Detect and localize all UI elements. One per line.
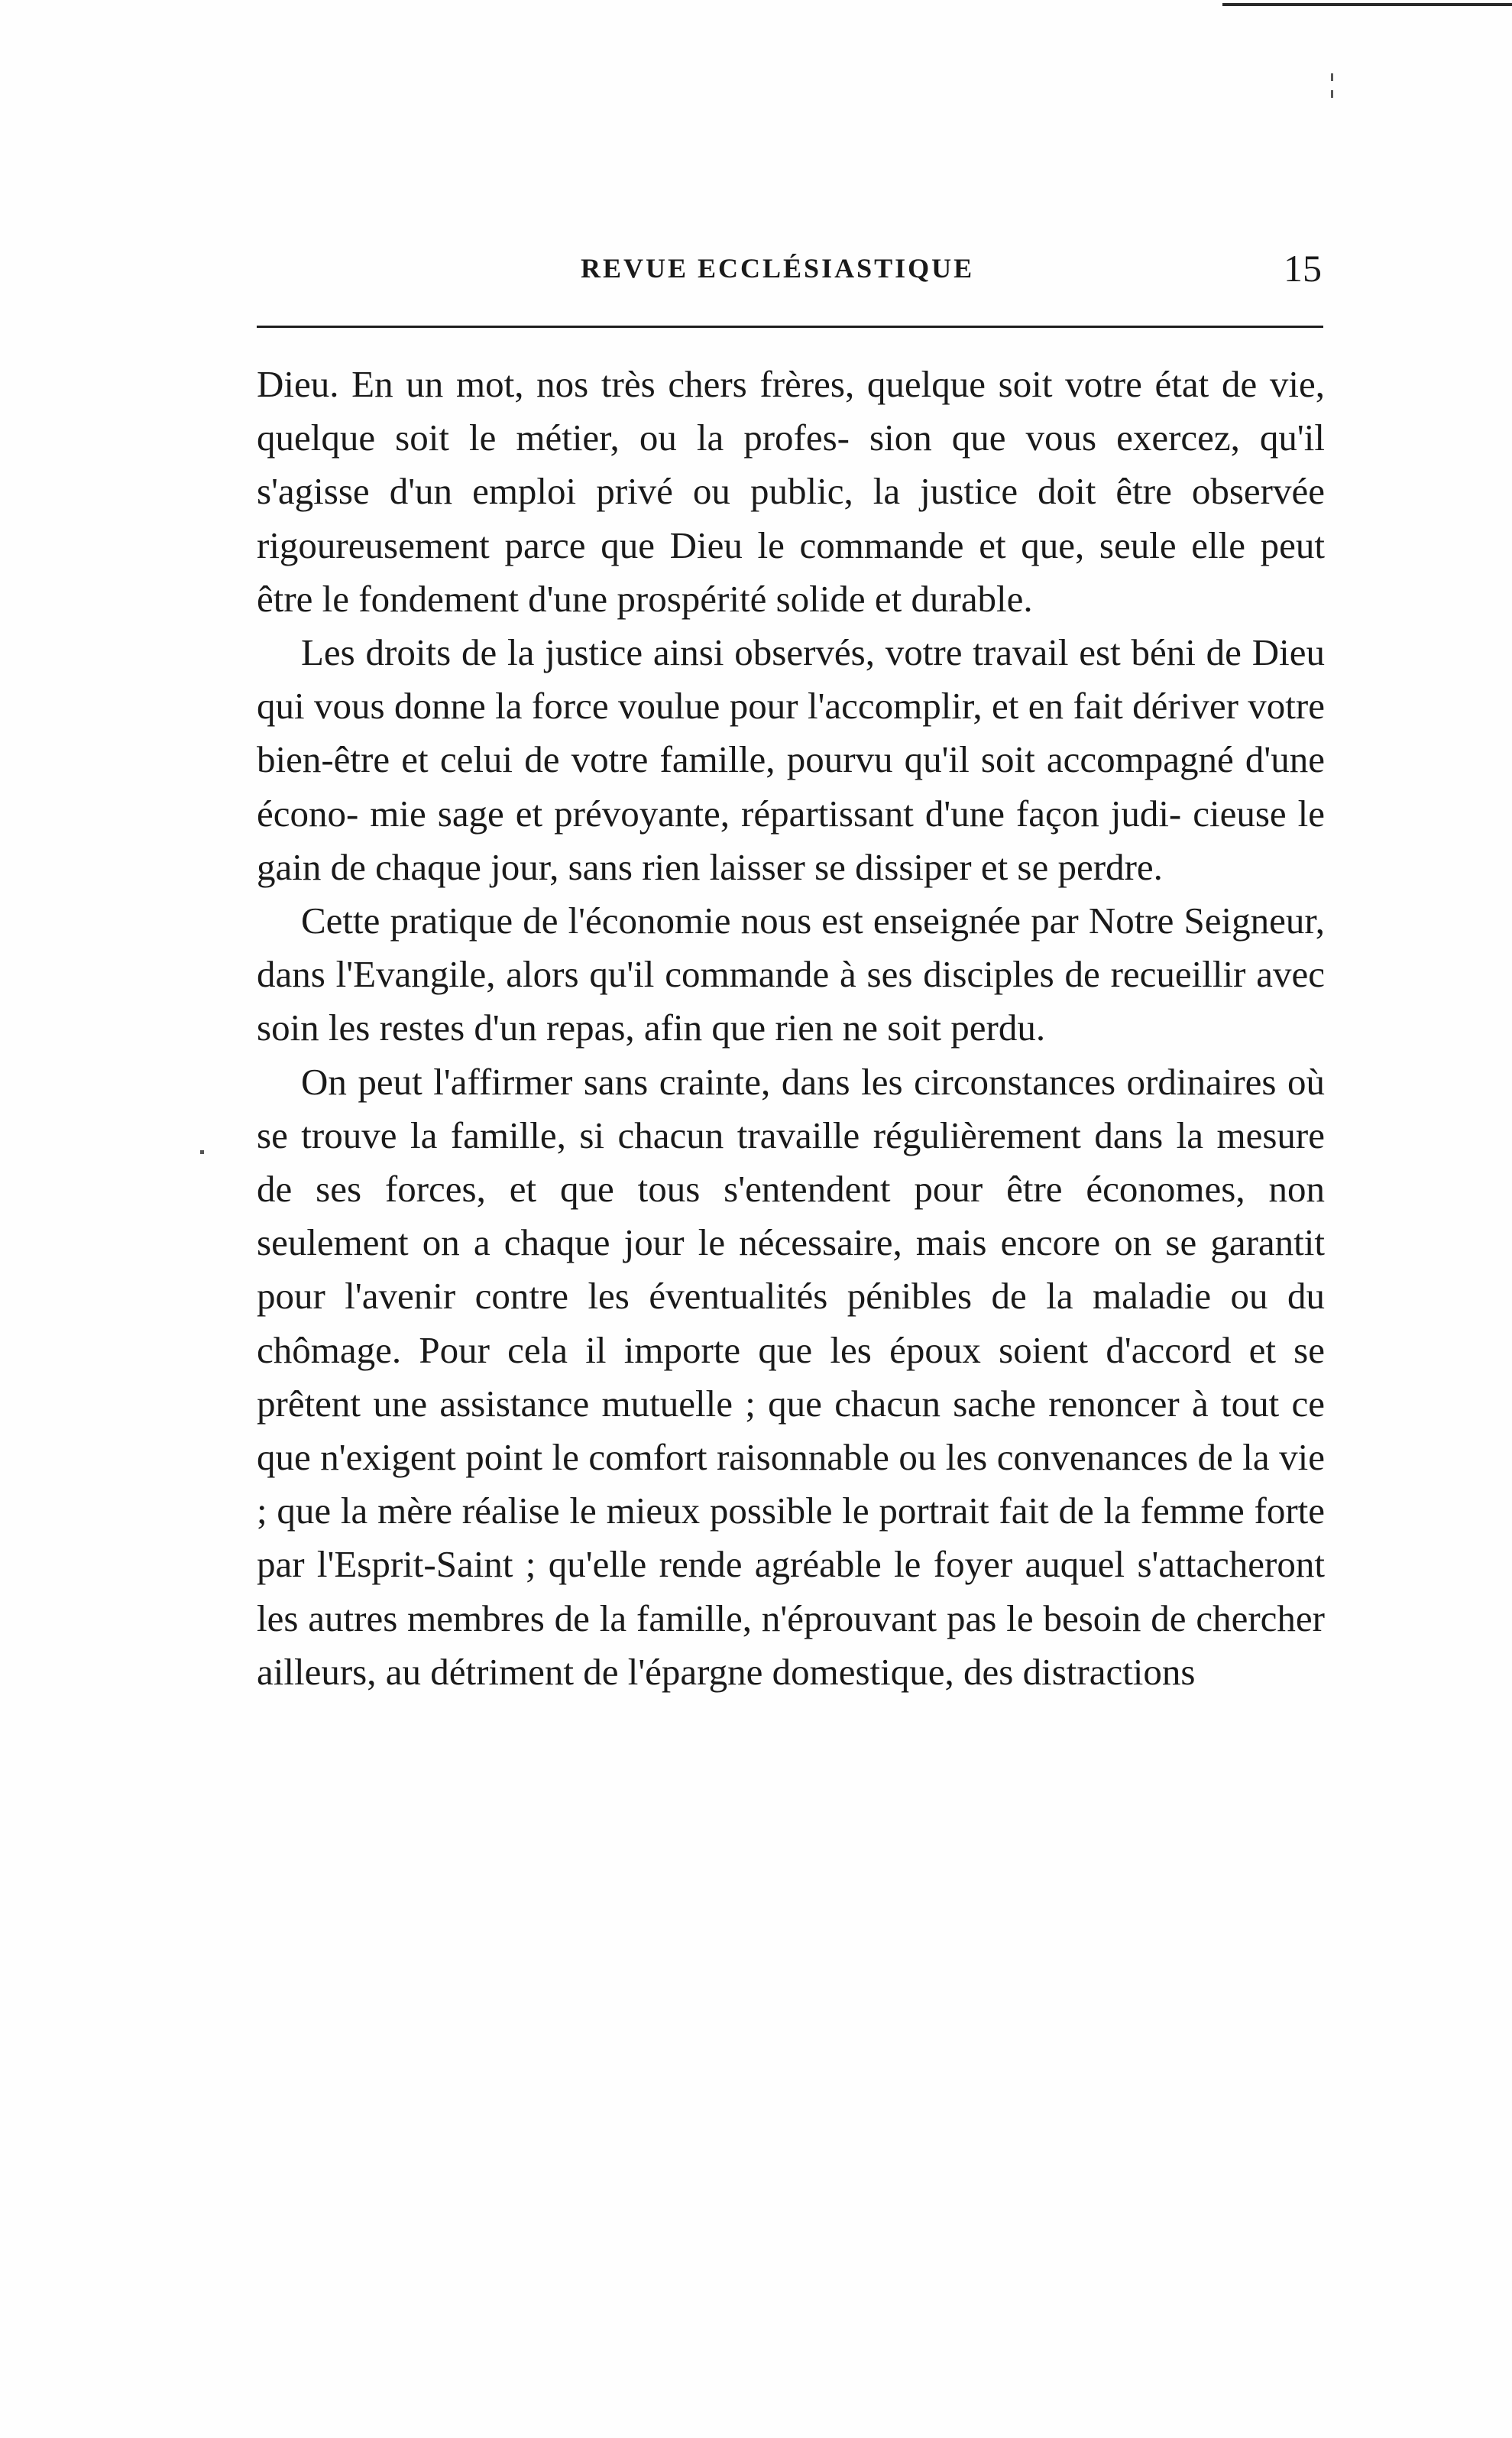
paragraph-4: On peut l'affirmer sans crainte, dans les circonstances ordinaires où se trouve la famille, si chacun travaille régulièrement dans la mesure de ses forces, et que tous s'entendent pour être économes, non seulement on a chaque jour le nécessaire, mais encore on se garantit pour l'avenir contre les éventualités pénibles de la maladie ou du chômage. Pour cela il importe que les époux soient d'accord et se prêtent une assistance mutuelle ; que chacun sache renoncer à tout ce que n'exigent point le comfort raisonnable ou les convenances de la vie ; que la mère réalise le mieux possible le portrait fait de la femme forte par l'Esprit-Saint ; qu'elle rende agréable le foyer auquel s'attacheront les autres membres de la famille, n'éprouvant pas le besoin de chercher ailleurs, au détriment de l'épargne domestique, des distractions <box>257 1060 1325 1693</box>
header-rule <box>257 326 1323 328</box>
paragraph-1: Dieu. En un mot, nos très chers frères, quelque soit votre état de vie, quelque soit le métier, ou la profes- sion que vous exercez, qu'il s'agisse d'un emploi privé ou public, la justice doit être observée rigoureusement parce que Dieu le commande et que, seule elle peut être le fondement d'une prospérité solide et durable. <box>257 363 1325 620</box>
page-header <box>260 246 1322 292</box>
page-number: 15 <box>1284 247 1322 290</box>
scan-edge-line <box>1222 3 1512 6</box>
running-title: REVUE ECCLÉSIASTIQUE <box>581 253 975 284</box>
margin-speck <box>1331 73 1333 81</box>
margin-speck <box>200 1150 204 1154</box>
margin-speck <box>1331 90 1333 98</box>
paragraph-2: Les droits de la justice ainsi observés, votre travail est béni de Dieu qui vous donne la force voulue pour l'accomplir, et en fait dériver votre bien-être et celui de votre famille, pourvu qu'il soit accompagné d'une écono- mie sage et prévoyante, répartissant d'une façon judi- cieuse le gain de chaque jour, sans rien laisser se dissiper et se perdre. <box>257 631 1325 888</box>
paragraph-3: Cette pratique de l'économie nous est enseignée par Notre Seigneur, dans l'Evangile, alors qu'il commande à ses disciples de recueillir avec soin les restes d'un repas, afin que rien ne soit perdu. <box>257 900 1325 1049</box>
body-text <box>257 358 1325 1699</box>
